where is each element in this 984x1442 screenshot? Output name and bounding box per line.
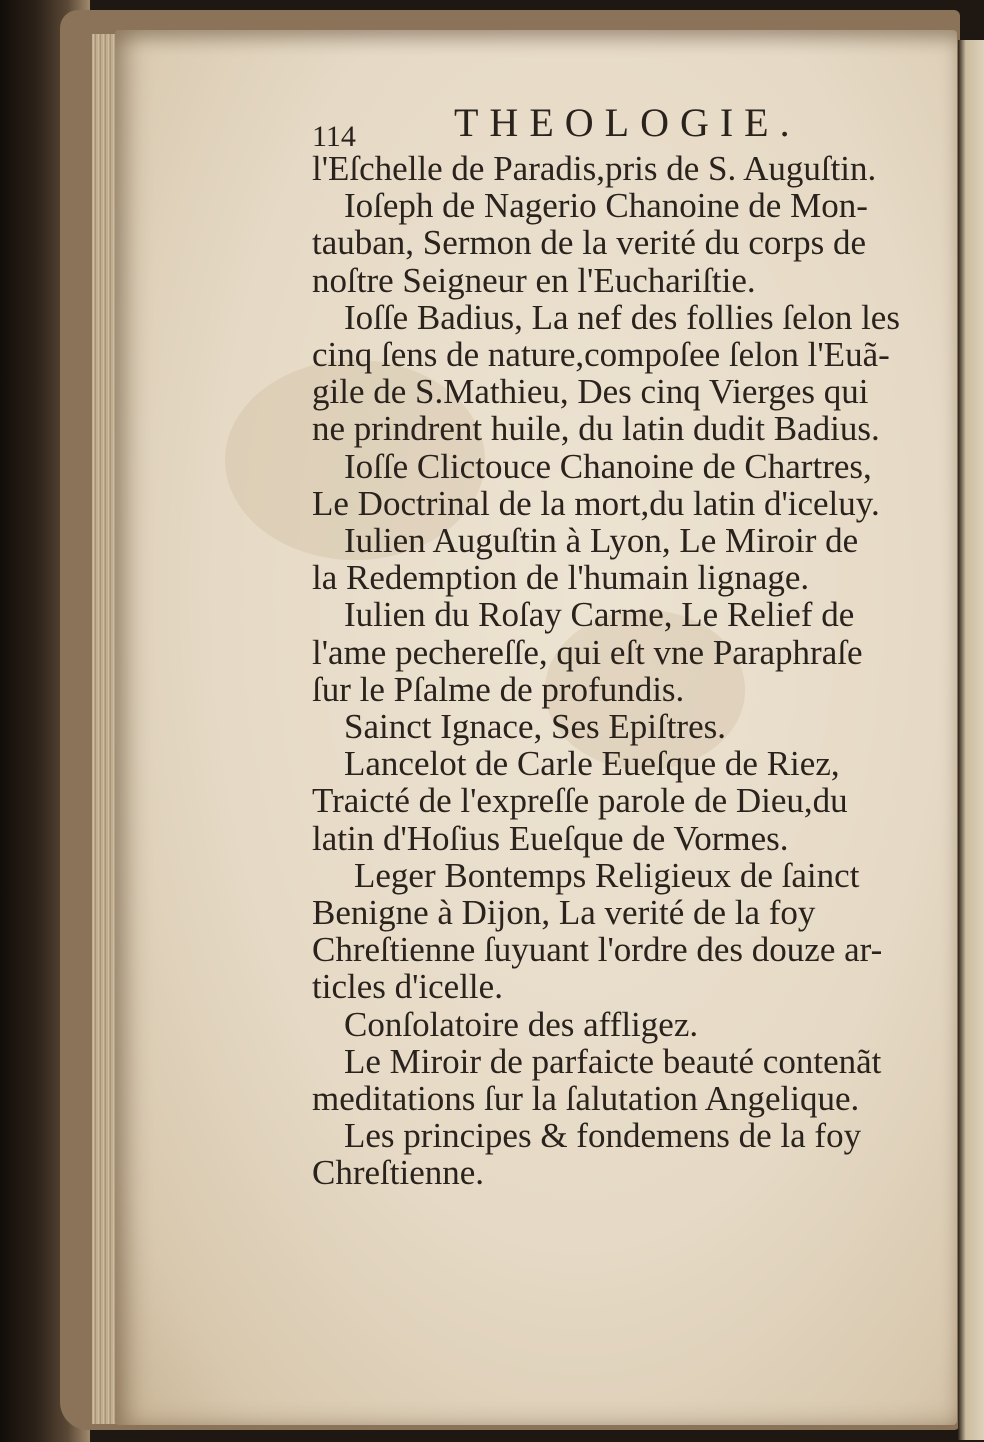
text-line: ticles d'icelle. [312,967,503,1007]
text-line: Iulien Auguſtin à Lyon, Le Miroir de [344,521,859,561]
text-line: Ioſſe Clictouce Chanoine de Chartres, [344,446,872,486]
text-line: la Redemption de l'humain lignage. [312,558,810,598]
page-text-block [312,100,932,1193]
text-line: ſur le Pſalme de profundis. [312,669,685,709]
text-line: l'Eſchelle de Paradis,pris de S. Auguſtin. [312,149,877,188]
text-line: noſtre Seigneur en l'Euchariſtie. [312,260,756,300]
text-line: Le Doctrinal de la mort,du latin d'iceluy. [312,483,880,523]
text-line: cinq ſens de nature,compoſee ſelon l'Euã- [312,335,890,375]
text-line: Le Miroir de parfaicte beauté contenãt [344,1041,882,1081]
text-line: tauban, Sermon de la verité du corps de [312,223,866,263]
page-number: 114 [312,120,356,153]
text-line: ne prindrent huile, du latin dudit Badius. [312,409,880,449]
facing-page-edge [958,40,984,1440]
text-line: Chreſtienne. [312,1153,485,1193]
text-line: Les principes & fondemens de la foy [344,1116,862,1156]
text-line: Benigne à Dijon, La verité de la foy [312,893,816,933]
text-line: l'ame pechereſſe, qui eſt vne Paraphraſe [312,632,863,672]
text-line: meditations ſur la ſalutation Angelique. [312,1079,860,1119]
text-line: Ioſeph de Nagerio Chanoine de Mon- [344,186,868,226]
page-edges [92,34,116,1424]
text-line: gile de S.Mathieu, Des cinq Vierges qui [312,372,869,412]
text-line: Chreſtienne ſuyuant l'ordre des douze ar- [312,930,883,970]
text-line: Leger Bontemps Religieux de ſainct [354,855,860,895]
text-line: Ioſſe Badius, La nef des follies ſelon les [344,297,900,337]
text-line: latin d'Hoſius Eueſque de Vormes. [312,818,789,858]
text-line: Traicté de l'expreſſe parole de Dieu,du [312,781,848,821]
text-line: Sainct Ignace, Ses Epiſtres. [344,707,726,747]
running-title: THEOLOGIE. [454,100,801,145]
text-line: Iulien du Roſay Carme, Le Relief de [344,595,855,635]
page-header [312,100,932,153]
text-line: Lancelot de Carle Eueſque de Riez, [344,744,840,784]
text-line: Conſolatoire des affligez. [344,1004,699,1044]
